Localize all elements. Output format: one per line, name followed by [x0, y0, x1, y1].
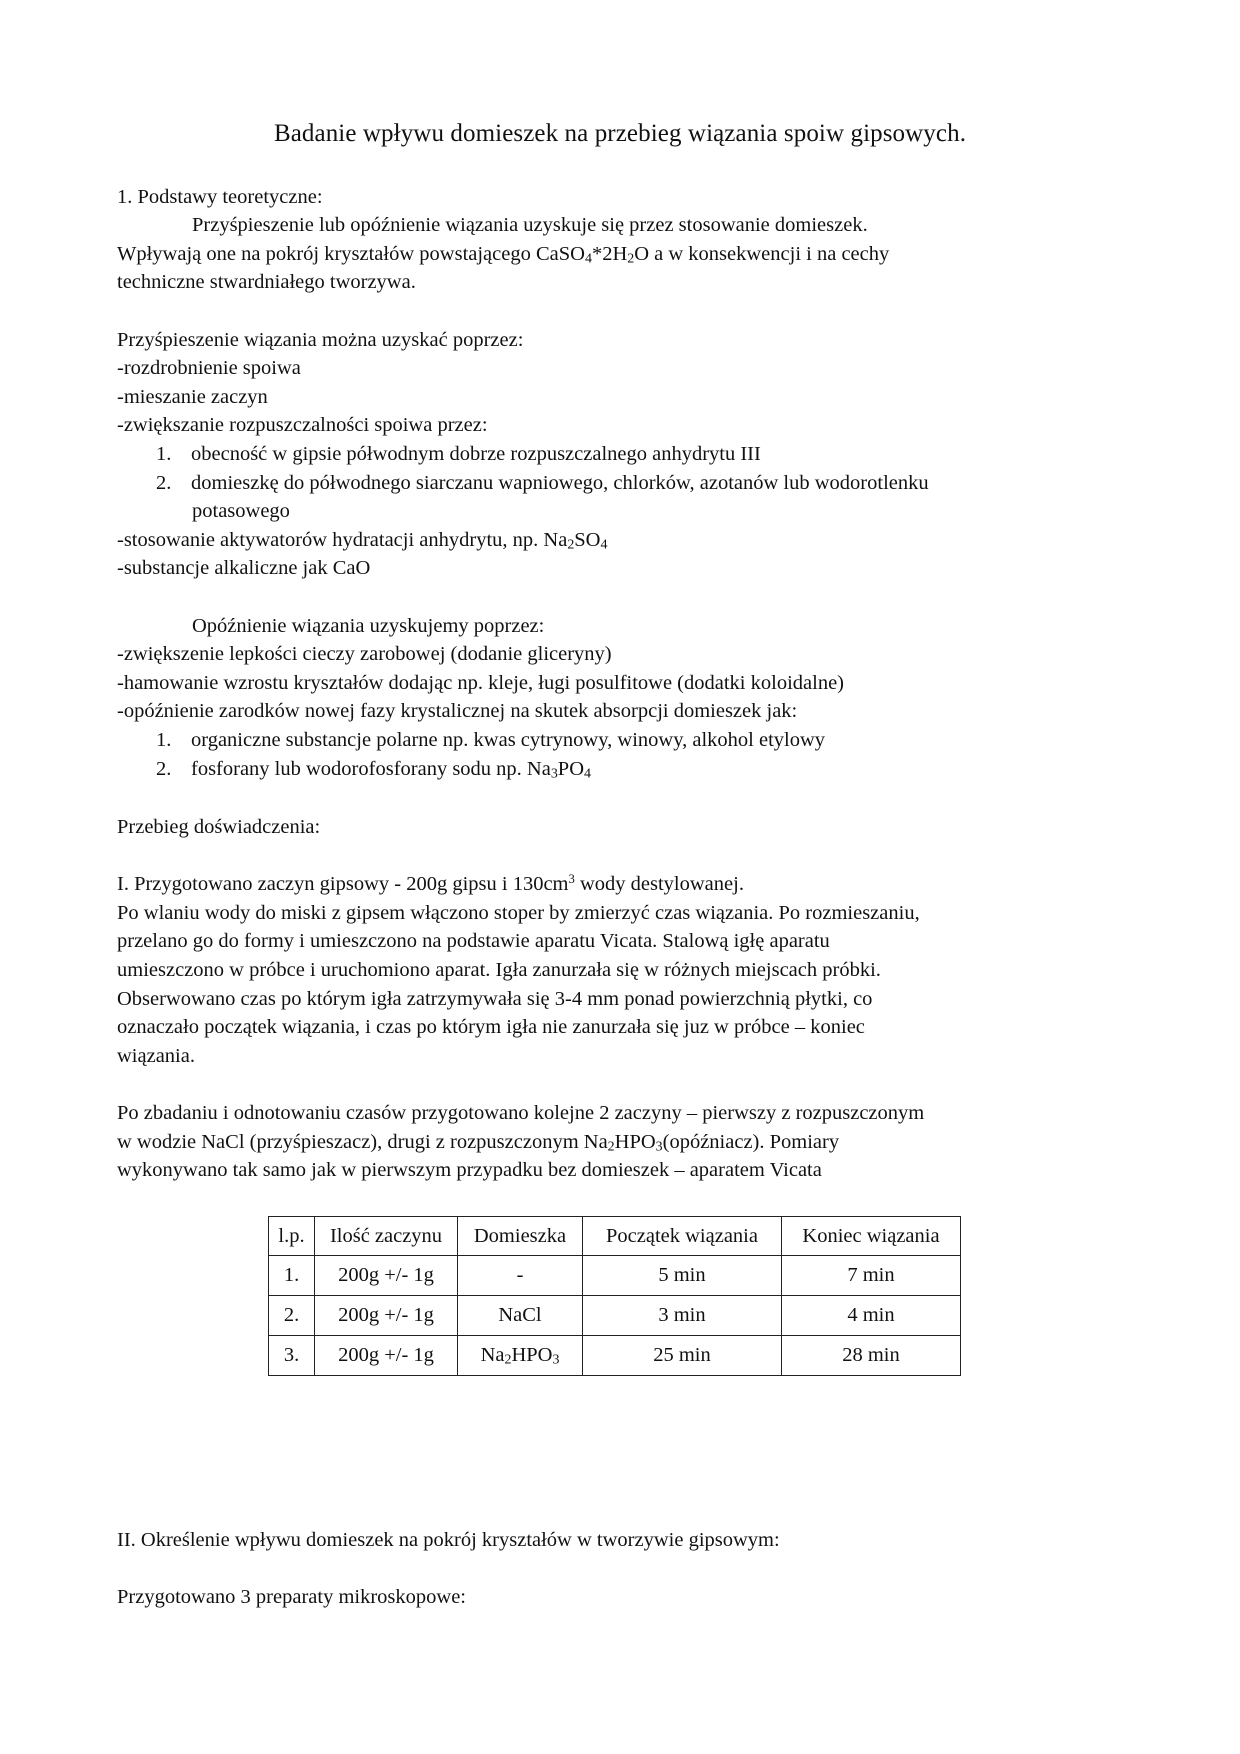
- text-run: w wodzie NaCl (przyśpieszacz), drugi z rozpuszczonym Na: [117, 1131, 608, 1153]
- retardation-heading: Opóźnienie wiązania uzyskujemy poprzez:: [192, 615, 545, 637]
- text-run: Wpływają one na pokrój kryształów powstającego CaSO: [117, 243, 585, 265]
- item-number: 1.: [156, 443, 172, 465]
- list-item: [117, 526, 607, 554]
- text-run: Na: [480, 1344, 505, 1366]
- text-run: I. Przygotowano zaczyn gipsowy - 200g gipsu i 130cm: [117, 873, 569, 895]
- cell-lp: 2.: [269, 1296, 315, 1336]
- col-header-additive: Domieszka: [458, 1217, 583, 1256]
- paragraph-line: Przygotowano 3 preparaty mikroskopowe:: [117, 1586, 466, 1608]
- paragraph-line: [117, 870, 744, 898]
- cell-end: 7 min: [782, 1256, 961, 1296]
- subscript: 2: [607, 1139, 615, 1155]
- item-number: 2.: [156, 758, 172, 780]
- subscript: 4: [584, 251, 592, 267]
- list-item: -zwiększenie lepkości cieczy zarobowej (dodanie gliceryny): [117, 643, 612, 665]
- text-run: HPO: [511, 1344, 553, 1366]
- table-row: [269, 1296, 961, 1336]
- cell-end: 28 min: [782, 1336, 961, 1376]
- text-run: HPO: [614, 1131, 656, 1153]
- item-text: domieszkę do półwodnego siarczanu wapniowego, chlorków, azotanów lub wodorotlenku: [191, 472, 929, 494]
- cell-lp: 1.: [269, 1256, 315, 1296]
- text-run: PO: [557, 758, 585, 780]
- numbered-item: [156, 726, 825, 754]
- paragraph-line: przelano go do formy i umieszczono na podstawie aparatu Vicata. Stalową igłę aparatu: [117, 930, 830, 952]
- text-run: O a w konsekwencji i na cechy: [634, 243, 890, 265]
- item-number: 1.: [156, 729, 172, 751]
- cell-additive: NaCl: [458, 1296, 583, 1336]
- subscript: 3: [552, 1352, 560, 1368]
- subscript: 3: [655, 1139, 663, 1155]
- subscript: 2: [627, 251, 635, 267]
- cell-start: 5 min: [583, 1256, 782, 1296]
- subscript: 2: [504, 1352, 512, 1368]
- numbered-item: [156, 440, 761, 468]
- section-heading-crystals: II. Określenie wpływu domieszek na pokrój kryształów w tworzywie gipsowym:: [117, 1529, 780, 1551]
- cell-additive: [458, 1336, 583, 1376]
- acceleration-heading: Przyśpieszenie wiązania można uzyskać poprzez:: [117, 329, 524, 351]
- subscript: 4: [584, 766, 591, 782]
- paragraph-line: [117, 1128, 839, 1156]
- numbered-item: [156, 469, 929, 497]
- numbered-item: [156, 755, 591, 783]
- document-title: Badanie wpływu domieszek na przebieg wiązania spoiw gipsowych.: [273, 120, 967, 147]
- list-item: -rozdrobnienie spoiwa: [117, 357, 301, 379]
- table-row: [269, 1336, 961, 1376]
- item-number: 2.: [156, 472, 172, 494]
- text-run: -stosowanie aktywatorów hydratacji anhydrytu, np. Na: [117, 529, 568, 551]
- cell-amount: 200g +/- 1g: [315, 1296, 458, 1336]
- text-run: *2H: [591, 243, 628, 265]
- procedure-heading: Przebieg doświadczenia:: [117, 816, 321, 838]
- paragraph-line: [117, 240, 889, 268]
- list-item: -substancje alkaliczne jak CaO: [117, 557, 371, 579]
- text-run: SO: [574, 529, 601, 551]
- list-item: -hamowanie wzrostu kryształów dodając np. kleje, ługi posulfitowe (dodatki koloidalne): [117, 672, 844, 694]
- cell-amount: 200g +/- 1g: [315, 1336, 458, 1376]
- text-run: wody destylowanej.: [574, 873, 744, 895]
- list-item: -mieszanie zaczyn: [117, 386, 268, 408]
- cell-amount: 200g +/- 1g: [315, 1256, 458, 1296]
- section-heading-theory: 1. Podstawy teoretyczne:: [117, 186, 323, 208]
- cell-additive: -: [458, 1256, 583, 1296]
- superscript: 3: [568, 872, 575, 887]
- paragraph-line: wykonywano tak samo jak w pierwszym przypadku bez domieszek – aparatem Vicata: [117, 1159, 822, 1181]
- list-item: -opóźnienie zarodków nowej fazy krystalicznej na skutek absorpcji domieszek jak:: [117, 700, 798, 722]
- subscript: 2: [567, 537, 575, 553]
- subscript: 4: [600, 537, 608, 553]
- item-text: fosforany lub wodorofosforany sodu np. Na: [191, 758, 551, 780]
- col-header-lp: l.p.: [269, 1217, 315, 1256]
- numbered-item-continuation: potasowego: [192, 500, 290, 522]
- cell-end: 4 min: [782, 1296, 961, 1336]
- item-text: obecność w gipsie półwodnym dobrze rozpuszczalnego anhydrytu III: [191, 443, 761, 465]
- col-header-start: Początek wiązania: [583, 1217, 782, 1256]
- paragraph-line: umieszczono w próbce i uruchomiono aparat. Igła zanurzała się w różnych miejscach próbki.: [117, 959, 881, 981]
- item-text: organiczne substancje polarne np. kwas cytrynowy, winowy, alkohol etylowy: [191, 729, 826, 751]
- subscript: 3: [550, 766, 558, 782]
- cell-start: 3 min: [583, 1296, 782, 1336]
- paragraph-line: Obserwowano czas po którym igła zatrzymywała się 3-4 mm ponad powierzchnią płytki, co: [117, 988, 873, 1010]
- cell-start: 25 min: [583, 1336, 782, 1376]
- paragraph-line: wiązania.: [117, 1045, 195, 1067]
- paragraph-line: Po wlaniu wody do miski z gipsem włączono stoper by zmierzyć czas wiązania. Po rozmieszaniu,: [117, 902, 920, 924]
- paragraph-line: Po zbadaniu i odnotowaniu czasów przygotowano kolejne 2 zaczyny – pierwszy z rozpuszczonym: [117, 1102, 925, 1124]
- list-item: -zwiększanie rozpuszczalności spoiwa przez:: [117, 414, 488, 436]
- col-header-end: Koniec wiązania: [782, 1217, 961, 1256]
- results-table: [268, 1216, 961, 1376]
- table-row: [269, 1256, 961, 1296]
- table-header-row: [269, 1217, 961, 1256]
- paragraph-line: Przyśpieszenie lub opóźnienie wiązania uzyskuje się przez stosowanie domieszek.: [192, 214, 868, 236]
- cell-lp: 3.: [269, 1336, 315, 1376]
- text-run: (opóźniacz). Pomiary: [662, 1131, 840, 1153]
- col-header-amount: Ilość zaczynu: [315, 1217, 458, 1256]
- paragraph-line: oznaczało początek wiązania, i czas po którym igła nie zanurzała się juz w próbce – koniec: [117, 1016, 865, 1038]
- paragraph-line: techniczne stwardniałego tworzywa.: [117, 271, 416, 293]
